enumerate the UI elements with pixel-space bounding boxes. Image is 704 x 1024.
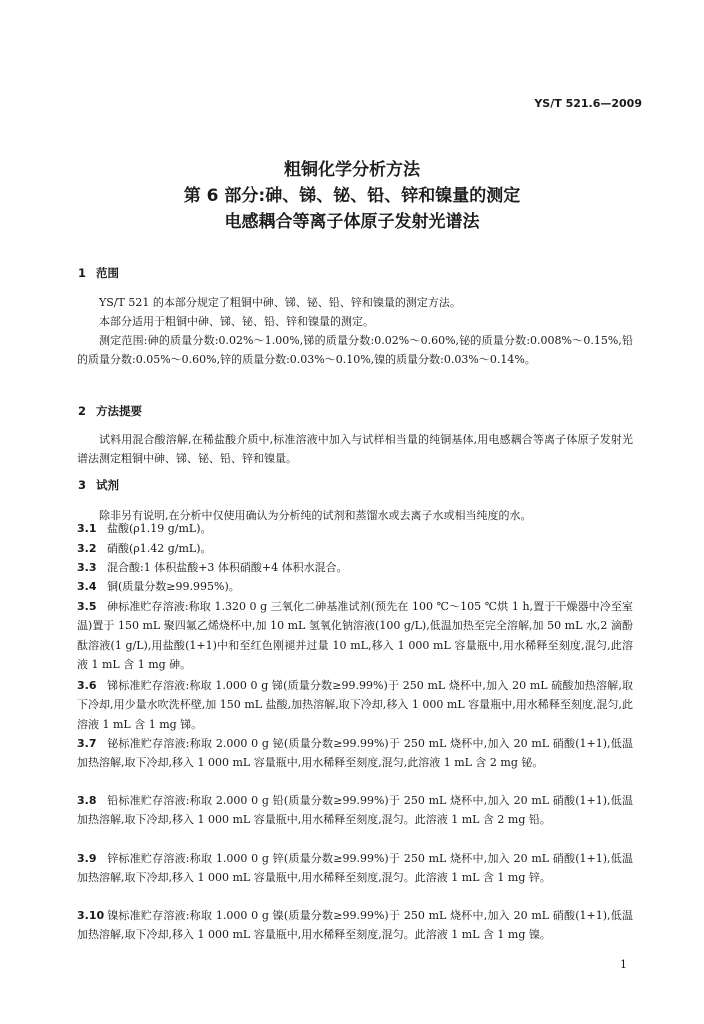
list-item [77, 734, 633, 773]
section-number: 2 [78, 404, 87, 418]
title-line-3: 电感耦合等离子体原子发射光谱法 [224, 212, 480, 232]
paragraph: 测定范围:砷的质量分数:0.02%～1.00%,锑的质量分数:0.02%～0.60%,铋的质量分数:0.008%～0.15%,铅的质量分数:0.05%～0.60%,锌的质量分数:0.03%～0.10%,镍的质量分数:0.03%～0.14%。 [77, 334, 633, 367]
section-title: 试剂 [96, 478, 119, 492]
section-1-heading [78, 265, 119, 281]
item-number: 3.9 [77, 852, 97, 865]
item-number: 3.8 [77, 794, 97, 807]
item-number: 3.6 [77, 679, 97, 692]
item-text: 混合酸:1 体积盐酸+3 体积硝酸+4 体积水混合。 [107, 561, 348, 574]
item-number: 3.4 [77, 580, 97, 593]
paragraph: 本部分适用于粗铜中砷、锑、铋、铅、锌和镍量的测定。 [99, 315, 374, 328]
paragraph: 试料用混合酸溶解,在稀盐酸介质中,标准溶液中加入与试样相当量的纯铜基体,用电感耦合等离子体原子发射光谱法测定粗铜中砷、锑、铋、铅、锌和镍量。 [77, 433, 633, 466]
item-number: 3.5 [77, 600, 97, 613]
item-text: 锑标准贮存溶液:称取 1.000 0 g 锑(质量分数≥99.99%)于 250 mL 烧杯中,加入 20 mL 硫酸加热溶解,取下冷却,用少量水吹洗杯壁,加 150 mL 盐酸,加热溶解,取下冷却,移入 1 000 mL 容量瓶中,用水稀释至刻度,混匀,此溶液 1 mL 含 1 mg 锑。 [77, 679, 633, 731]
title-line-1: 粗铜化学分析方法 [284, 160, 420, 180]
list-item [77, 849, 633, 888]
item-text: 铅标准贮存溶液:称取 2.000 0 g 铅(质量分数≥99.99%)于 250 mL 烧杯中,加入 20 mL 硝酸(1+1),低温加热溶解,取下冷却,移入 1 000 mL 容量瓶中,用水稀释至刻度,混匀。此溶液 1 mL 含 2 mg 铅。 [77, 794, 633, 827]
standard-code: YS/T 521.6—2009 [534, 97, 642, 110]
item-text: 盐酸(ρ1.19 g/mL)。 [107, 522, 212, 535]
list-item [77, 597, 633, 675]
list-item [77, 577, 633, 596]
page-number: 1 [620, 958, 627, 971]
section-number: 1 [78, 266, 87, 280]
list-item [77, 519, 633, 538]
item-text: 硝酸(ρ1.42 g/mL)。 [107, 542, 212, 555]
item-text: 砷标准贮存溶液:称取 1.320 0 g 三氧化二砷基准试剂(预先在 100 ℃～105 ℃烘 1 h,置于干燥器中冷至室温)置于 150 mL 聚四氟乙烯烧杯中,加 10 mL 氢氧化钠溶液(100 g/L),低温加热至完全溶解,加 50 mL 水,2 滴酚酞溶液(1 g/L),用盐酸(1+1)中和至红色刚褪并过量 10 mL,移入 1 000 mL 容量瓶中,用水稀释至刻度,混匀,此溶液 1 mL 含 1 mg 砷。 [77, 600, 633, 672]
item-number: 3.1 [77, 522, 97, 535]
title-line-2: 第 6 部分:砷、锑、铋、铅、锌和镍量的测定 [183, 186, 521, 206]
section-number: 3 [78, 478, 87, 492]
document-title [0, 157, 704, 235]
item-text: 铜(质量分数≥99.995%)。 [107, 580, 240, 593]
list-item [77, 558, 633, 577]
list-item [77, 791, 633, 830]
list-item [77, 539, 633, 558]
section-title: 方法提要 [96, 404, 142, 418]
item-number: 3.2 [77, 542, 97, 555]
section-title: 范围 [96, 266, 119, 280]
item-text: 锌标准贮存溶液:称取 1.000 0 g 锌(质量分数≥99.99%)于 250 mL 烧杯中,加入 20 mL 硝酸(1+1),低温加热溶解,取下冷却,移入 1 000 mL 容量瓶中,用水稀释至刻度,混匀。此溶液 1 mL 含 1 mg 锌。 [77, 852, 633, 885]
paragraph: YS/T 521 的本部分规定了粗铜中砷、锑、铋、铅、锌和镍量的测定方法。 [99, 296, 461, 309]
item-number: 3.7 [77, 737, 97, 750]
item-text: 镍标准贮存溶液:称取 1.000 0 g 镍(质量分数≥99.99%)于 250 mL 烧杯中,加入 20 mL 硝酸(1+1),低温加热溶解,取下冷却,移入 1 000 mL 容量瓶中,用水稀释至刻度,混匀。此溶液 1 mL 含 1 mg 镍。 [77, 909, 633, 942]
list-item [77, 906, 633, 945]
section-2-heading [78, 403, 142, 419]
list-item [77, 676, 633, 734]
item-number: 3.3 [77, 561, 97, 574]
item-text: 铋标准贮存溶液:称取 2.000 0 g 铋(质量分数≥99.99%)于 250 mL 烧杯中,加入 20 mL 硝酸(1+1),低温加热溶解,取下冷却,移入 1 000 mL 容量瓶中,用水稀释至刻度,混匀,此溶液 1 mL 含 2 mg 铋。 [77, 737, 633, 770]
paragraph: 除非另有说明,在分析中仅使用确认为分析纯的试剂和蒸馏水或去离子水或相当纯度的水。 [99, 509, 532, 522]
item-number: 3.10 [77, 909, 105, 922]
section-3-heading [78, 477, 119, 493]
